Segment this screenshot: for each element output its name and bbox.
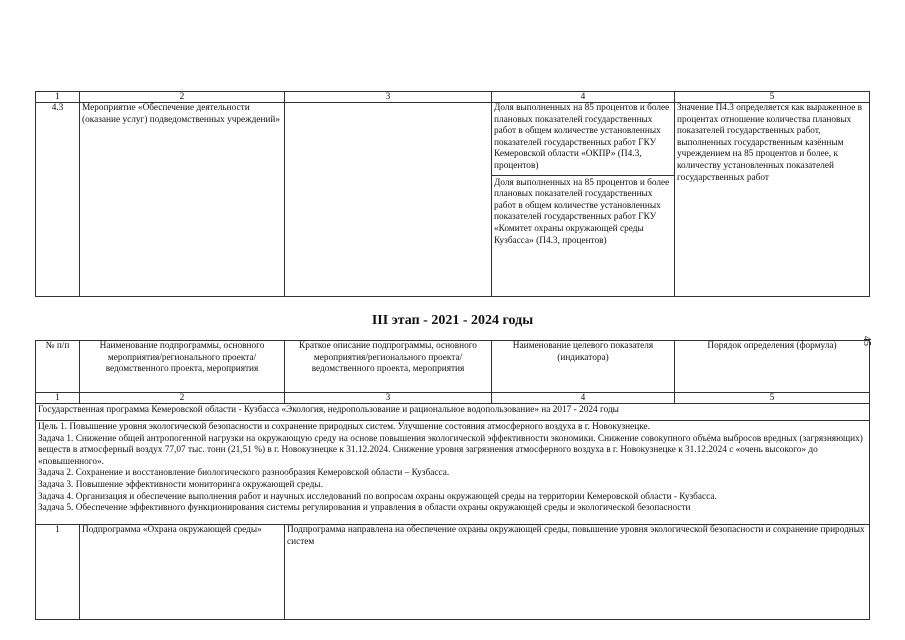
- page-number: 45: [861, 336, 872, 346]
- program-row: [36, 404, 870, 421]
- section-title: III этап - 2021 - 2024 годы: [371, 313, 534, 328]
- subprogram-description: Подпрограмма направлена на обеспечение охраны окружающей среды, повышение уровня экологической безопасности и сохранение природных систем: [285, 525, 870, 620]
- col-number: 4: [492, 393, 675, 404]
- indicator-committee: Доля выполненных на 85 процентов и более плановых показателей государственных работ в общем количестве установленных показателей государственных работ ГКУ «Комитет охраны окружающей среды Кузбасса» (П4.3, процентов): [492, 175, 674, 248]
- table-continuation: [35, 91, 870, 297]
- col-number: 1: [36, 92, 80, 103]
- task-2: Задача 2. Сохранение и восстановление биологического разнообразия Кемеровской области – Кузбасса.: [38, 468, 450, 479]
- col-number: 5: [675, 92, 870, 103]
- col-number: 1: [36, 393, 80, 404]
- event-name: Мероприятие «Обеспечение деятельности (оказание услуг) подведомственных учреждений»: [80, 103, 285, 297]
- indicator-cell: [492, 103, 675, 297]
- col-number: 2: [80, 393, 285, 404]
- program-title: Государственная программа Кемеровской области - Кузбасса «Экология, недропользование и рациональное водопользование» на 2017 - 2024 годы: [36, 404, 870, 421]
- indicator-okpr: Доля выполненных на 85 процентов и более плановых показателей государственных работ в общем количестве установленных показателей государственных работ ГКУ Кемеровской области «ОКПР» (П4.3, процентов): [494, 103, 670, 171]
- table-stage-3: [35, 340, 870, 620]
- col-number: 4: [492, 92, 675, 103]
- task-4: Задача 4. Организация и обеспечение выполнения работ и научных исследований по вопросам охраны окружающей среды на территории Кемеровской области - Кузбасса.: [38, 491, 717, 502]
- task-1: Задача 1. Снижение общей антропогенной нагрузки на окружающую среду на основе повышения экологической эффективности экономики. Снижение совокупного объёма выбросов вредных (загрязняющих) веществ в атмосферный воздух 77,07 тыс. тонн (21,51 %) в г. Новокузнецке к 31.12.2024. Снижение уровня загрязнения атмосферного воздуха в г. Новокузнецке к 31.12.2024 с «очень высокого» до «повышенного».: [38, 433, 863, 467]
- table-row-4-3: [36, 103, 870, 297]
- col-number: 2: [80, 92, 285, 103]
- header-name: Наименование подпрограммы, основного мероприятия/регионального проекта/ведомственного проекта, мероприятия: [80, 341, 285, 393]
- subprogram-name: Подпрограмма «Охрана окружающей среды»: [80, 525, 285, 620]
- header-row: [36, 341, 870, 393]
- row-number: 1: [36, 525, 80, 620]
- formula-cell: Значение П4.3 определяется как выраженное в процентах отношение количества плановых показателей государственных работ, выполненных государственным казённым учреждением на 85 процентов и более, к количеству установленных показателей государственных работ: [675, 103, 870, 297]
- goal-1: Цель 1. Повышение уровня экологической безопасности и сохранение природных систем. Улучшение состояния атмосферного воздуха в г. Новокузнецке.: [38, 422, 650, 432]
- event-description: [285, 103, 492, 297]
- header-indicator: Наименование целевого показателя (индикатора): [492, 341, 675, 393]
- col-number: 5: [675, 393, 870, 404]
- task-5: Задача 5. Обеспечение эффективного функционирования системы регулирования и управления в области охраны окружающей среды и экологической безопасности: [38, 503, 691, 514]
- header-num: № п/п: [36, 341, 80, 393]
- goals-row: [36, 421, 870, 525]
- header-description: Краткое описание подпрограммы, основного мероприятия/регионального проекта/ведомственного проекта, мероприятия: [285, 341, 492, 393]
- col-number: 3: [285, 393, 492, 404]
- header-formula: Порядок определения (формула): [675, 341, 870, 393]
- task-3: Задача 3. Повышение эффективности мониторинга окружающей среды.: [38, 479, 323, 490]
- row-number: 4.3: [36, 103, 80, 297]
- column-number-row: [36, 393, 870, 404]
- table-row-1: [36, 525, 870, 620]
- col-number: 3: [285, 92, 492, 103]
- goals-cell: [36, 421, 870, 525]
- column-number-row: [36, 92, 870, 103]
